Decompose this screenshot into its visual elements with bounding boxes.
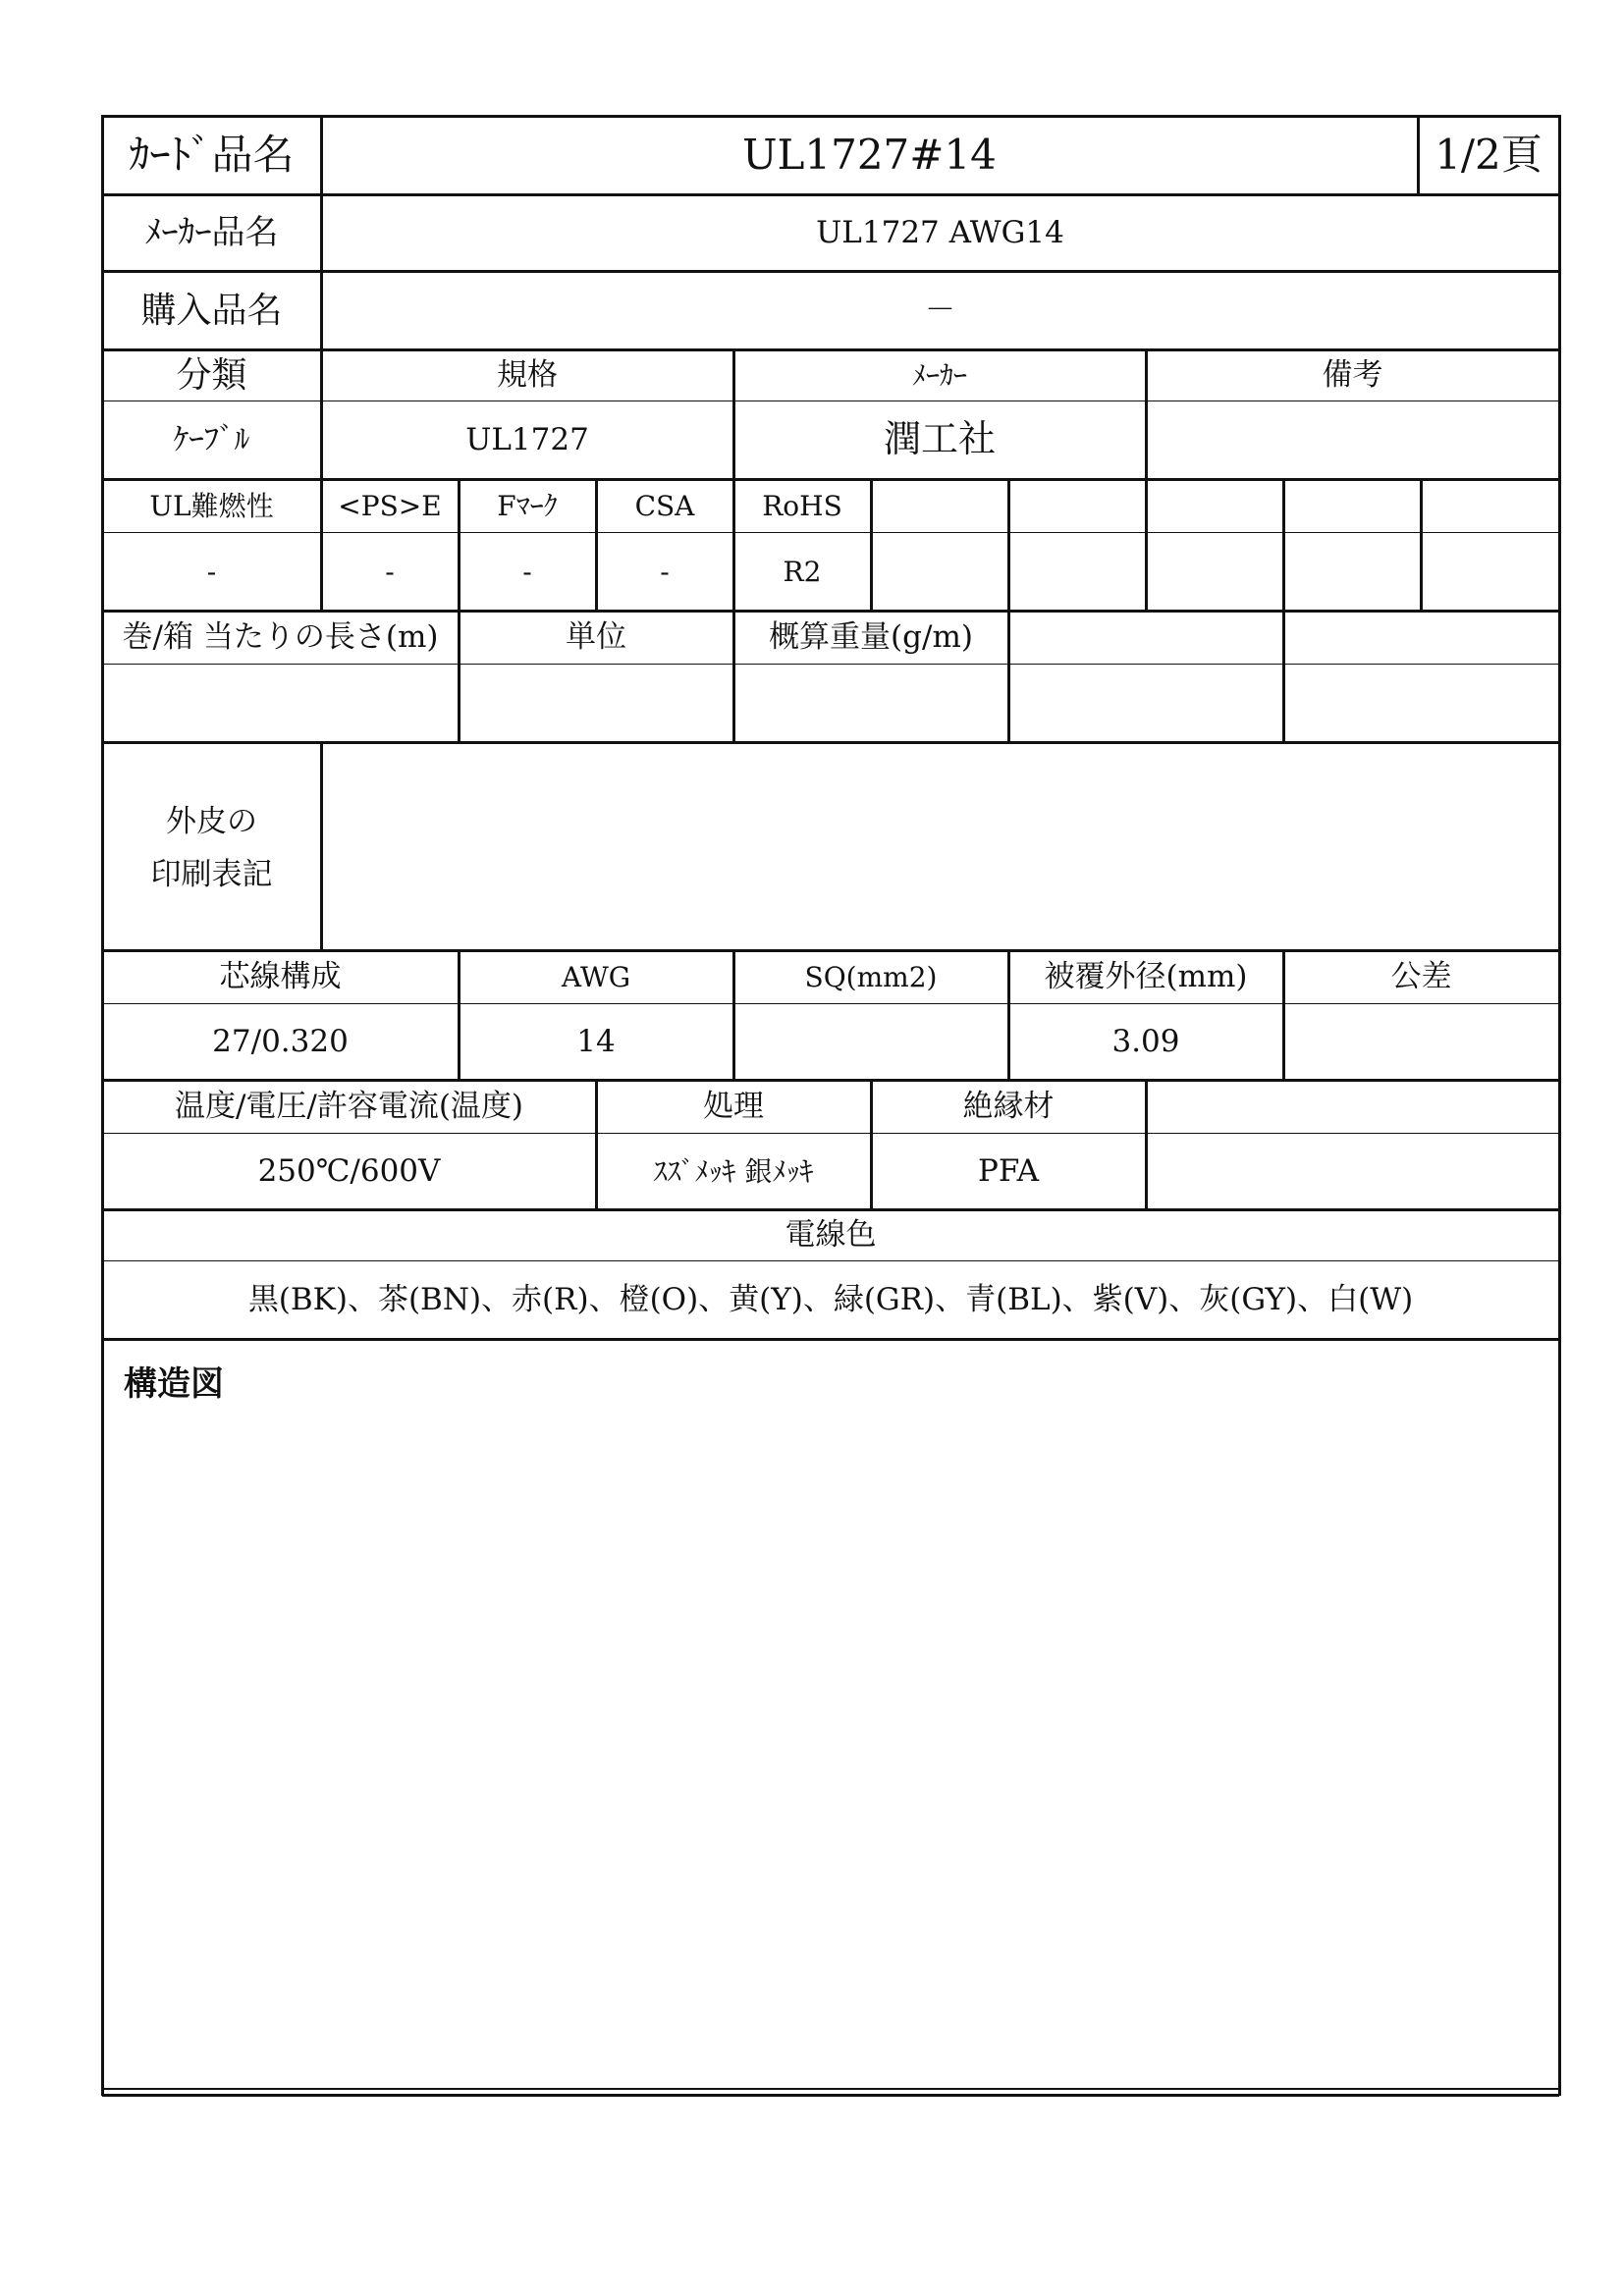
cert-value-blank-4	[1283, 532, 1421, 611]
tolerance-value	[1283, 1003, 1559, 1080]
conductor-value: 27/0.320	[212, 1023, 349, 1059]
grid-line-h	[102, 2094, 1559, 2097]
cert-header-csa: CSA	[634, 489, 695, 522]
classification-header: 分類	[176, 354, 247, 396]
rating-header: 温度/電圧/許容電流(温度)	[174, 1088, 524, 1124]
wire-color-label: 電線色	[785, 1216, 877, 1253]
printing-value	[321, 742, 1559, 950]
cert-header-blank-2	[1008, 479, 1146, 532]
grid-line-h	[102, 2088, 1559, 2090]
cert-header-blank-3	[1146, 479, 1283, 532]
maker-value: 潤工社	[883, 417, 996, 461]
cert-value-blank-3	[1146, 532, 1283, 611]
treatment-value: ｽｽﾞﾒｯｷ 銀ﾒｯｷ	[653, 1154, 814, 1188]
card-name-label: ｶｰﾄﾞ品名	[129, 130, 295, 179]
insulation-header: 絶縁材	[962, 1088, 1055, 1124]
page-number: 1/2頁	[1435, 130, 1543, 179]
packaging-header-blank-1	[1008, 611, 1283, 664]
classification-value: ｹｰﾌﾞﾙ	[173, 421, 250, 457]
treatment-header: 処理	[703, 1088, 764, 1124]
purchase-name-label: 購入品名	[140, 290, 283, 331]
cert-header-pse: <PS>E	[338, 489, 442, 522]
unit-value	[459, 664, 733, 742]
approx-weight-header: 概算重量(g/m)	[769, 618, 973, 655]
standard-header: 規格	[497, 356, 558, 393]
maker-name-label: ﾒｰｶｰ品名	[144, 212, 279, 252]
cert-value-pse: -	[385, 555, 395, 588]
printing-label-line1: 外皮の	[166, 803, 257, 839]
cert-header-ul: UL難燃性	[149, 489, 274, 522]
card-name-value: UL1727#14	[742, 130, 997, 179]
standard-value: UL1727	[465, 421, 589, 457]
structure-diagram-label: 構造図	[124, 1363, 224, 1404]
unit-header: 単位	[566, 618, 626, 655]
tolerance-header: 公差	[1390, 958, 1452, 994]
remarks-header: 備考	[1322, 356, 1383, 393]
conductor-header: 芯線構成	[219, 958, 342, 994]
length-per-reel-header: 巻/箱 当たりの長さ(m)	[122, 618, 439, 655]
cert-value-fmark: -	[522, 555, 532, 588]
packaging-header-blank-2	[1283, 611, 1559, 664]
maker-header: ﾒｰｶｰ	[911, 358, 967, 392]
cert-value-blank-1	[871, 532, 1008, 611]
cert-header-blank-4	[1283, 479, 1421, 532]
cert-value-csa: -	[660, 555, 670, 588]
purchase-name-value: －	[925, 292, 955, 328]
insulation-value: PFA	[977, 1152, 1040, 1189]
rating-value-blank	[1146, 1133, 1559, 1209]
outer-diameter-header: 被覆外径(mm)	[1044, 958, 1248, 994]
cert-header-blank-1	[871, 479, 1008, 532]
awg-value: 14	[576, 1023, 616, 1059]
awg-header: AWG	[561, 960, 631, 993]
cert-value-blank-5	[1421, 532, 1559, 611]
approx-weight-value	[733, 664, 1008, 742]
packaging-value-blank-1	[1008, 664, 1283, 742]
maker-name-value: UL1727 AWG14	[816, 214, 1064, 250]
sq-header: SQ(mm2)	[804, 960, 938, 993]
printing-label-line2: 印刷表記	[150, 856, 273, 892]
cert-value-ul: -	[206, 555, 217, 588]
wire-color-value: 黒(BK)、茶(BN)、赤(R)、橙(O)、黄(Y)、緑(GR)、青(BL)、紫(V)、灰(GY)、白(W)	[247, 1281, 1414, 1317]
cert-value-blank-2	[1008, 532, 1146, 611]
sq-value	[733, 1003, 1008, 1080]
remarks-value	[1146, 400, 1559, 479]
rating-value: 250℃/600V	[257, 1152, 441, 1189]
cert-header-rohs: RoHS	[762, 489, 842, 522]
cert-value-rohs: R2	[783, 555, 822, 588]
outer-diameter-value: 3.09	[1111, 1023, 1180, 1059]
cert-header-blank-5	[1421, 479, 1559, 532]
length-per-reel-value	[102, 664, 459, 742]
packaging-value-blank-2	[1283, 664, 1559, 742]
cert-header-fmark: Fﾏｰｸ	[497, 489, 558, 522]
rating-header-blank	[1146, 1080, 1559, 1133]
